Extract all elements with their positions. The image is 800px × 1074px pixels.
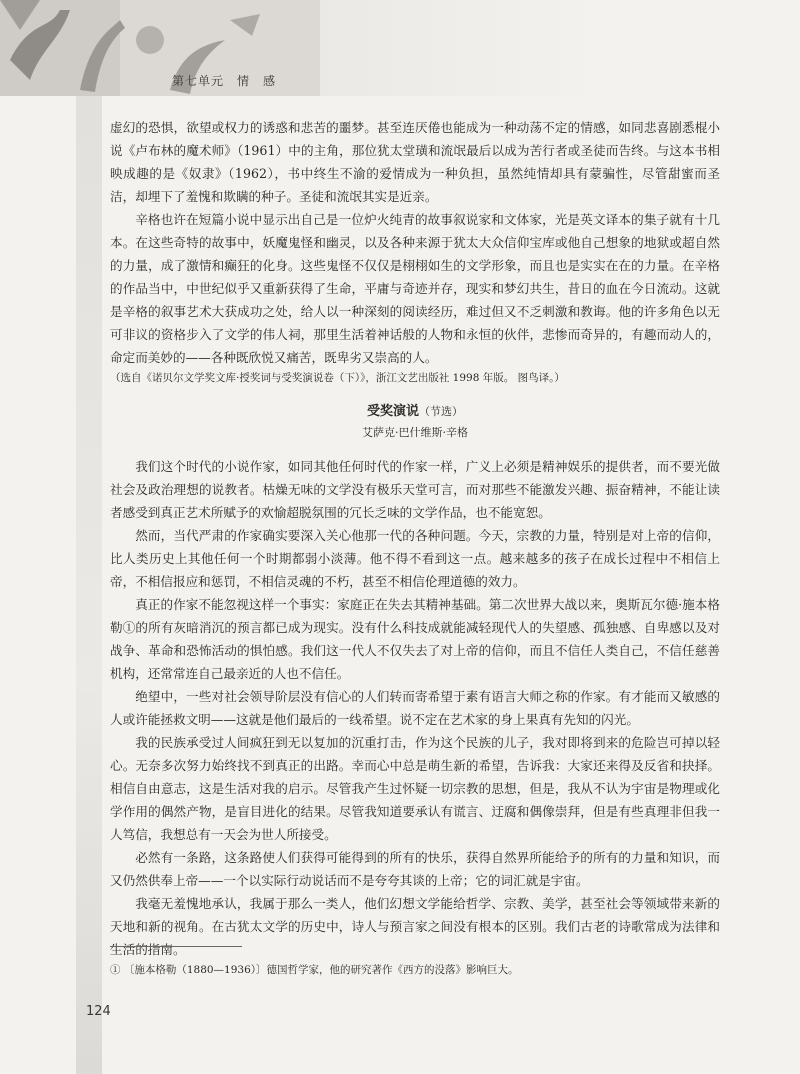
chapter-title: 第七单元 情 感 xyxy=(172,74,277,88)
margin-decoration xyxy=(76,96,102,1074)
header-band xyxy=(0,0,800,96)
footnote: ① 〔施本格勒（1880—1936）〕德国哲学家，他的研究著作《西方的没落》影响巨大。 xyxy=(110,964,519,976)
paragraph: 绝望中，一些对社会领导阶层没有信心的人们转而寄希望于素有语言大师之称的作家。有才能而又敏感的人或许能拯救文明——这就是他们最后的一线希望。说不定在艺术家的身上果真有先知的闪光。 xyxy=(110,689,720,727)
source-note: （选自《诺贝尔文学奖文库·授奖词与受奖演说卷（下）》，浙江文艺出版社 1998 年版。 图鸟译。） xyxy=(110,372,565,384)
paragraph: 我的民族承受过人间疯狂到无以复加的沉重打击，作为这个民族的儿子，我对即将到来的危险岂可掉以轻心。无奈多次努力始终找不到真正的出路。幸而心中总是萌生新的希望，告诉我：大家还来得及反省和抉择。相信自由意志，这是生活对我的启示。尽管我产生过怀疑一切宗教的思想，但是，我从不认为宇宙是物理或化学作用的偶然产物，是盲目进化的结果。尽管我知道要承认有谎言、迂腐和偶像崇拜，但是有些真理非但我一人笃信，我想总有一天会为世人所接受。 xyxy=(110,735,720,842)
paragraph: 我毫无羞愧地承认，我属于那么一类人，他们幻想文学能给哲学、宗教、美学，甚至社会等领域带来新的天地和新的视角。在古犹太文学的历史中，诗人与预言家之间没有根本的区别。我们古老的诗歌常成为法律和生活的指南。 xyxy=(110,896,720,957)
paragraph: 我们这个时代的小说作家，如同其他任何时代的作家一样，广义上必须是精神娱乐的提供者，而不要光做社会及政治理想的说教者。枯燥无味的文学没有极乐天堂可言，而对那些不能激发兴趣、振奋精神，不能让读者感受到真正艺术所赋予的欢愉超脱氛围的冗长乏味的文学作品，也不能宽恕。 xyxy=(110,459,720,520)
paragraph: 虚幻的恐惧，欲望或权力的诱惑和悲苦的噩梦。甚至连厌倦也能成为一种动荡不定的情感，如同悲喜剧悉棍小说《卢布林的魔术师》（1961）中的主角，那位犹太堂璜和流氓最后以成为苦行者或圣徒而告终。与这本书相映成趣的是《奴隶》（1962），书中终生不渝的爱情成为一种负担，虽然纯情却具有蒙骗性，尽管甜蜜而圣洁，却埋下了羞愧和欺瞒的种子。圣徒和流氓其实是近亲。 xyxy=(110,120,720,204)
footnote-divider xyxy=(110,946,242,947)
paragraph: 然而，当代严肃的作家确实要深入关心他那一代的各种问题。今天，宗教的力量，特别是对上帝的信仰，比人类历史上其他任何一个时期都弱小淡薄。他不得不看到这一点。越来越多的孩子在成长过程中不相信上帝，不相信报应和惩罚，不相信灵魂的不朽，甚至不相信伦理道德的效力。 xyxy=(110,528,720,589)
speech-title-text: 受奖演说 xyxy=(366,404,419,419)
speech-author: 艾萨克·巴什维斯·辛格 xyxy=(362,426,468,439)
speech-title xyxy=(110,403,720,421)
body-text xyxy=(110,116,720,961)
paragraph: 辛格也许在短篇小说中显示出自己是一位炉火纯青的故事叙说家和文体家，光是英文译本的集子就有十几本。在这些奇特的故事中，妖魔鬼怪和幽灵，以及各种来源于犹太大众信仰宝库或他自己想象的地狱或超自然的力量，成了激情和癫狂的化身。这些鬼怪不仅仅是栩栩如生的文学形象，而且也是实实在在的力量。在辛格的作品当中，中世纪似乎又重新获得了生命，平庸与奇迹并存，现实和梦幻共生，昔日的血在今日流动。这就是辛格的叙事艺术大获成功之处，给人以一种深刻的阅读经历，难过但又不乏刺激和教诲。他的许多角色以无可非议的资格步入了文学的伟人祠，那里生活着神话般的人物和永恒的伙伴，悲惨而奇异的，有趣而动人的，命定而美妙的——各种既欣悦又痛苦，既卑劣又崇高的人。 xyxy=(110,212,720,365)
speech-title-sub: （节选） xyxy=(419,405,463,418)
paragraph: 必然有一条路，这条路使人们获得可能得到的所有的快乐，获得自然界所能给予的所有的力量和知识，而又仍然供奉上帝——一个以实际行动说话而不是夸夸其谈的上帝；它的词汇就是宇宙。 xyxy=(110,850,720,888)
page-number: 124 xyxy=(86,1004,111,1019)
paragraph: 真正的作家不能忽视这样一个事实：家庭正在失去其精神基础。第二次世界大战以来，奥斯瓦尔德·施本格勒①的所有灰暗消沉的预言都已成为现实。没有什么科技成就能减轻现代人的失望感、孤独感、自卑感以及对战争、革命和恐怖活动的惧怕感。我们这一代人不仅失去了对上帝的信仰，而且不信任人类自己，不信任慈善机构，还常常连自己最亲近的人也不信任。 xyxy=(110,597,720,681)
